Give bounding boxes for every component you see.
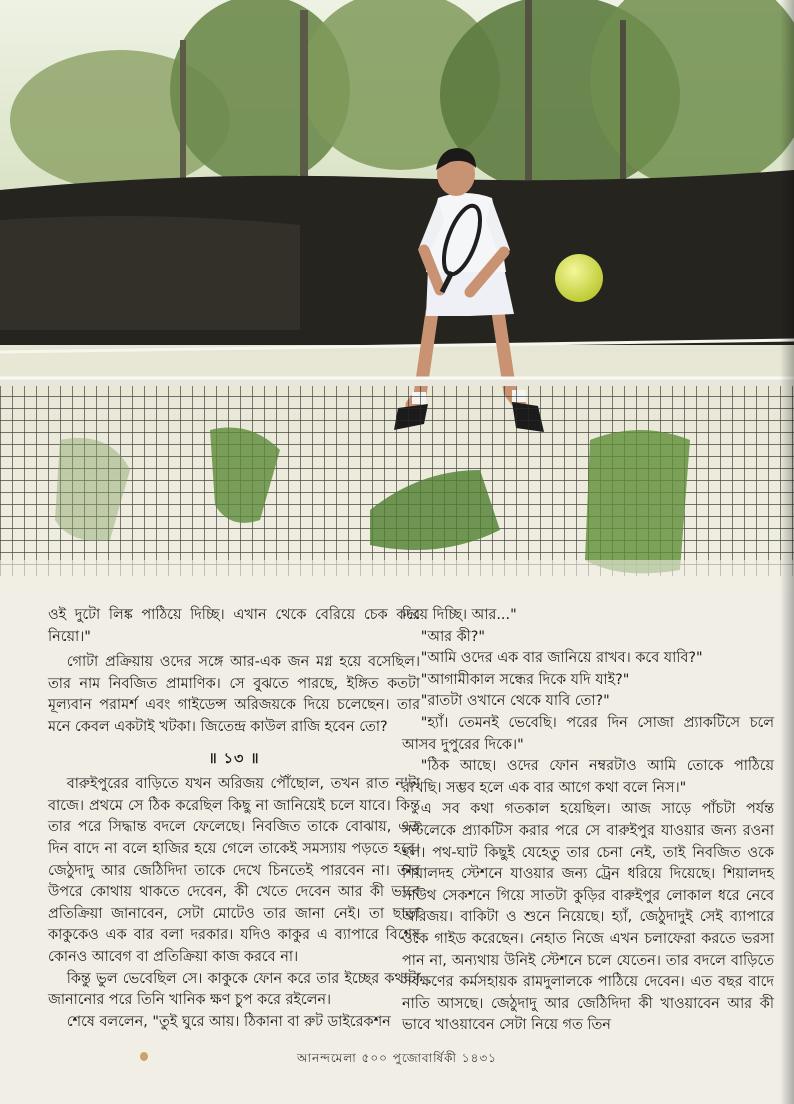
dialogue-line: "আর কী?"	[420, 628, 486, 645]
paragraph: বারুইপুরের বাড়িতে যখন অরিজয় পৌঁছোল, তখন রাত ন'টা বাজে। প্রথমে সে ঠিক করেছিল কিছু না জানিয়েই চলে যাবে। কিন্তু তার পরে সিদ্ধান্ত বদলে ফেলেছে। নিবজিত তাকে বোঝায়, এত দিন বাদে না বলে হাজির হয়ে গেলে তাকেই সমস্যায় পড়তে হবে। জেঠুদাদু আর জেঠিদিদা তাকে দেখে চিনতেই পারবেন না। তার উপরে কোথায় থাকতে দেবেন, কী খেতে দেবেন আর কী ভাবে প্রতিক্রিয়া জানাবেন, সেটা মোটেও তার জানা নেই। তা ছাড়া কাকুকেও এক বার বলা দরকার। যদিও কাকুর এ ব্যাপারে বিশেষ কোনও আবেগ বা প্রতিক্রিয়া কাজ করবে না।	[48, 776, 420, 965]
right-text-column	[402, 605, 774, 1037]
paragraph: দিয়ে দিচ্ছি। আর..."	[402, 607, 517, 623]
page-footer	[0, 1046, 794, 1070]
dialogue-line: "রাতটা ওখানে থেকে যাবি তো?"	[420, 693, 610, 710]
paragraph: শেষে বললেন, "তুই ঘুরে আয়। ঠিকানা বা রুট ডাইরেকশন	[66, 1013, 391, 1030]
dialogue-line: "আগামীকাল সন্ধের দিকে যদি যাই?"	[420, 671, 630, 688]
page-edge-shadow	[780, 0, 794, 1104]
paragraph: কিন্তু ভুল ভেবেছিল সে। কাকুকে ফোন করে তার ইচ্ছের কথাটা জানানোর পরে তিনি খানিক ক্ষণ চুপ করে রইলেন।	[48, 970, 420, 1009]
left-text-column	[48, 605, 420, 1033]
footer-text: আনন্দমেলা ৫০০ পুজোবার্ষিকী ১৪৩১	[297, 1051, 497, 1065]
chapter-section-marker: ॥ ১৩ ॥	[208, 750, 260, 767]
dialogue-line: "ঠিক আছে। ওদের ফোন নম্বরটাও আমি তোকে পাঠিয়ে রাখছি। সম্ভব হলে এক বার আগে কথা বলে নিস।"	[402, 758, 774, 796]
dialogue-line: "আমি ওদের এক বার জানিয়ে রাখব। কবে যাবি?"	[420, 650, 703, 667]
paragraph: ওই দুটো লিঙ্ক পাঠিয়ে দিচ্ছি। এখান থেকে বেরিয়ে চেক করে নিয়ো।"	[48, 607, 420, 645]
paragraph: গোটা প্রক্রিয়ায় ওদের সঙ্গে আর-এক জন মগ্ন হয়ে বসেছিল। তার নাম নিবজিত প্রামাণিক। সে বুঝতে পারছে, ইঙ্গিত কতটা মূল্যবান পরামর্শ এবং গাইডেন্স অরিজয়কে দিয়ে চলেছেন। তার মনে কেবল একটাই খটকা। জিতেন্দ্র কাউল রাজি হবেন তো?	[48, 654, 420, 735]
dialogue-line: "হ্যাঁ। তেমনই ভেবেছি। পরের দিন সোজা প্র্যাকটিসে চলে আসব দুপুরের দিকে।"	[402, 714, 774, 753]
paragraph: এ সব কথা গতকাল হয়েছিল। আজ সাড়ে পাঁচটা পর্যন্ত সল্টলেকে প্র্যাকটিস করার পরে সে বারুইপুর যাওয়ার জন্য রওনা হল। পথ-ঘাট কিছুই যেহেতু তার চেনা নেই, তাই নিবজিত ওকে শিয়ালদহ স্টেশনে যাওয়ার জন্য ট্রেন ধরিয়ে দিয়েছে। শিয়ালদহ সাউথ সেকশনে গিয়ে সাতটা কুড়ির বারুইপুর লোকাল ধরে নেবে অরিজয়। বাকিটা ও শুনে নিয়েছে। হ্যাঁ, জেঠুদাদুই সেই ব্যাপারে ওকে গাইড করেছেন। নেহাত নিজে এখন চলাফেরা করতে ভরসা পান না, অন্যথায় উনিই স্টেশনে চলে যেতেন। তার বদলে বাড়িতে সর্বক্ষণের কর্মসহায়ক রামদুলালকে পাঠিয়ে দেবেন। এত বছর বাদে নাতি আসছে। জেঠুদাদু আর জেঠিদিদা কী খাওয়াবেন আর কী ভাবে খাওয়াবেন সেটা নিয়ে গত তিন	[402, 801, 774, 1034]
